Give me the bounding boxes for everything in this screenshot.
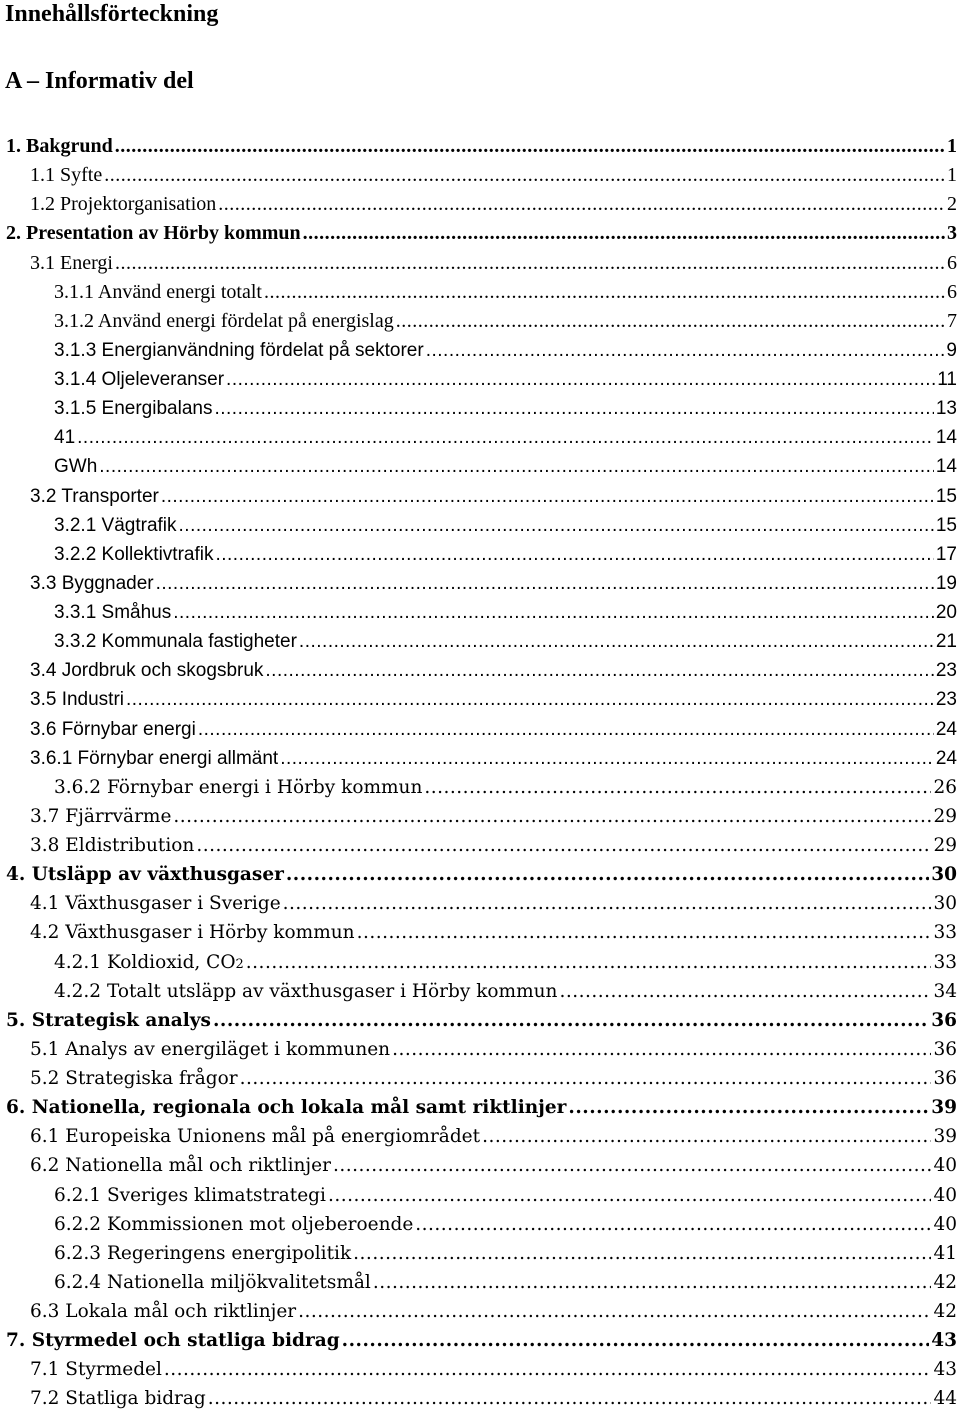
toc-page-number: 30 — [931, 864, 957, 886]
toc-entry-subscript: 2 — [235, 956, 244, 972]
toc-page-number: 19 — [935, 572, 957, 594]
toc-dot-leader — [373, 1268, 932, 1297]
toc-dot-leader — [286, 860, 929, 889]
toc-entry[interactable] — [0, 744, 960, 773]
toc-dot-leader — [99, 452, 934, 481]
toc-dot-leader — [424, 773, 931, 802]
toc-page-number: 43 — [931, 1330, 957, 1352]
toc-dot-leader — [265, 656, 933, 685]
toc-page-number: 36 — [933, 1068, 957, 1089]
toc-dot-leader — [115, 132, 945, 161]
toc-entry[interactable] — [0, 1035, 960, 1064]
toc-entry-title: 3.6 Förnybar energi — [30, 718, 196, 740]
toc-entry-title: 6.2.4 Nationella miljökvalitetsmål — [54, 1271, 371, 1293]
toc-entry[interactable] — [0, 278, 960, 307]
toc-entry[interactable] — [0, 1326, 960, 1355]
toc-page-number: 13 — [935, 398, 957, 420]
toc-entry-title: 3.3 Byggnader — [30, 572, 154, 594]
toc-dot-leader — [568, 1093, 929, 1122]
toc-dot-leader — [164, 1355, 932, 1384]
toc-dot-leader — [198, 715, 934, 744]
toc-dot-leader — [264, 278, 945, 307]
toc-dot-leader — [559, 977, 931, 1006]
toc-entry-title: 3.2.1 Vägtrafik — [54, 514, 177, 536]
toc-page-number: 6 — [947, 251, 957, 274]
toc-page-number: 34 — [933, 980, 957, 1002]
toc-dot-leader — [482, 1122, 931, 1151]
toc-entry[interactable] — [0, 1268, 960, 1297]
toc-page-number: 17 — [935, 543, 957, 565]
toc-entry[interactable] — [0, 219, 960, 248]
toc-entry[interactable] — [0, 511, 960, 540]
toc-page-number: 33 — [933, 922, 957, 944]
toc-dot-leader — [342, 1326, 930, 1355]
toc-entry[interactable] — [0, 365, 960, 394]
toc-page-number: 2 — [947, 193, 957, 216]
toc-entry-title: 4.1 Växthusgaser i Sverige — [30, 893, 281, 915]
toc-entry-title: 3.1 Energi — [30, 251, 113, 274]
toc-page-number: 23 — [935, 660, 957, 682]
toc-entry[interactable] — [0, 918, 960, 947]
toc-dot-leader — [226, 365, 935, 394]
toc-entry[interactable] — [0, 336, 960, 365]
toc-entry[interactable] — [0, 1210, 960, 1239]
toc-page-number: 21 — [935, 631, 957, 653]
toc-entry[interactable] — [0, 394, 960, 423]
toc-dot-leader — [299, 627, 934, 656]
toc-entry[interactable] — [0, 249, 960, 278]
toc-entry[interactable] — [0, 569, 960, 598]
toc-entry[interactable] — [0, 977, 960, 1006]
toc-page-number: 33 — [933, 951, 957, 973]
toc-page-number: 40 — [933, 1155, 957, 1177]
toc-entry[interactable] — [0, 307, 960, 336]
toc-entry[interactable] — [0, 948, 960, 977]
toc-page-number: 36 — [933, 1038, 957, 1060]
toc-entry[interactable] — [0, 1093, 960, 1122]
toc-entry[interactable] — [0, 190, 960, 219]
toc-dot-leader — [196, 831, 931, 860]
toc-entry-title: 3.1.1 Använd energi totalt — [54, 280, 262, 303]
toc-entry-title: 3.7 Fjärrvärme — [30, 805, 172, 827]
toc-entry-title: 3.3.2 Kommunala fastigheter — [54, 631, 297, 653]
toc-dot-leader — [104, 161, 945, 190]
toc-entry-title: 3.5 Industri — [30, 689, 124, 711]
toc-entry-title: 3.3.1 Småhus — [54, 602, 172, 623]
toc-entry-title: 6.2.2 Kommissionen mot oljeberoende — [54, 1213, 414, 1235]
toc-entry-title: 5. Strategisk analys — [6, 1009, 211, 1031]
toc-entry[interactable] — [0, 540, 960, 569]
toc-dot-leader — [179, 511, 934, 540]
toc-entry[interactable] — [0, 860, 960, 889]
toc-dot-leader — [115, 249, 945, 278]
toc-entry[interactable] — [0, 161, 960, 190]
toc-dot-leader — [173, 598, 934, 627]
toc-entry-title: 41 — [54, 427, 76, 449]
table-of-contents — [0, 132, 960, 1414]
toc-entry-title: 3.1.2 Använd energi fördelat på energislag — [54, 309, 394, 332]
toc-entry-title: 5.1 Analys av energiläget i kommunen — [30, 1038, 391, 1060]
toc-entry[interactable] — [0, 773, 960, 802]
toc-dot-leader — [218, 190, 945, 219]
toc-entry-title: 4.2 Växthusgaser i Hörby kommun — [30, 922, 355, 944]
toc-entry-title: 7. Styrmedel och statliga bidrag — [6, 1330, 340, 1352]
toc-entry-title: 1. Bakgrund — [6, 135, 113, 157]
toc-entry[interactable] — [0, 132, 960, 161]
toc-page-number: 15 — [935, 485, 957, 507]
page-title: Innehållsförteckning — [5, 1, 219, 27]
toc-page-number: 26 — [933, 776, 957, 798]
toc-entry-title: GWh — [54, 456, 98, 478]
toc-page-number: 40 — [933, 1184, 957, 1206]
toc-entry-title: 4. Utsläpp av växthusgaser — [6, 864, 284, 886]
toc-entry-title: 5.2 Strategiska frågor — [30, 1068, 238, 1089]
toc-entry[interactable] — [0, 715, 960, 744]
toc-page-number: 9 — [946, 339, 957, 361]
toc-dot-leader — [298, 1297, 931, 1326]
toc-entry-title: 7.1 Styrmedel — [30, 1359, 162, 1381]
toc-entry-title: 4.2.2 Totalt utsläpp av växthusgaser i Hörby kommun — [54, 980, 558, 1002]
toc-entry-title: 3.8 Eldistribution — [30, 835, 195, 856]
toc-dot-leader — [280, 744, 934, 773]
toc-page-number: 6 — [947, 280, 957, 303]
toc-dot-leader — [303, 219, 945, 248]
toc-entry[interactable] — [0, 1064, 960, 1093]
toc-page-number: 42 — [933, 1301, 957, 1322]
part-title: A – Informativ del — [5, 68, 194, 94]
toc-entry[interactable] — [0, 1122, 960, 1151]
toc-page-number: 1 — [947, 135, 957, 157]
toc-entry-title: 6.2.3 Regeringens energipolitik — [54, 1242, 352, 1264]
toc-entry[interactable] — [0, 802, 960, 831]
toc-entry[interactable] — [0, 452, 960, 481]
toc-entry-title: 3.1.4 Oljeleveranser — [54, 369, 225, 390]
toc-dot-leader — [161, 482, 934, 511]
toc-entry-title: 3.1.5 Energibalans — [54, 398, 213, 420]
toc-dot-leader — [208, 1384, 932, 1413]
toc-page-number: 43 — [933, 1359, 957, 1381]
toc-dot-leader — [357, 918, 932, 947]
toc-entry-title: 3.1.3 Energianvändning fördelat på sektorer — [54, 339, 424, 361]
toc-dot-leader — [213, 1006, 929, 1035]
toc-entry-title: 1.2 Projektorganisation — [30, 193, 217, 216]
toc-entry[interactable] — [0, 423, 960, 452]
toc-entry-title: 3.6.2 Förnybar energi i Hörby kommun — [54, 776, 423, 798]
toc-page-number: 14 — [935, 427, 957, 449]
toc-entry-title: 6.1 Europeiska Unionens mål på energiområdet — [30, 1126, 481, 1148]
toc-dot-leader — [415, 1210, 931, 1239]
toc-entry-title: 7.2 Statliga bidrag — [30, 1388, 206, 1410]
toc-page-number: 40 — [933, 1213, 957, 1235]
toc-entry-title: 6.3 Lokala mål och riktlinjer — [30, 1301, 297, 1322]
toc-entry[interactable] — [0, 1239, 960, 1268]
toc-dot-leader — [215, 540, 933, 569]
toc-dot-leader — [173, 802, 931, 831]
toc-page-number: 3 — [947, 222, 957, 245]
toc-dot-leader — [392, 1035, 931, 1064]
toc-dot-leader — [240, 1064, 932, 1093]
toc-entry[interactable] — [0, 1006, 960, 1035]
toc-entry-title: 6.2.1 Sveriges klimatstrategi — [54, 1184, 326, 1206]
toc-dot-leader — [353, 1239, 931, 1268]
toc-dot-leader — [246, 948, 932, 977]
toc-page-number: 1 — [947, 164, 957, 187]
toc-dot-leader — [283, 889, 932, 918]
toc-entry-title: 1.1 Syfte — [30, 164, 103, 187]
toc-dot-leader — [126, 685, 934, 714]
toc-dot-leader — [156, 569, 934, 598]
toc-dot-leader — [396, 307, 945, 336]
toc-page-number: 23 — [935, 689, 957, 711]
toc-entry[interactable] — [0, 1151, 960, 1180]
toc-entry[interactable] — [0, 889, 960, 918]
toc-entry-title: 4.2.1 Koldioxid, CO — [54, 951, 236, 973]
toc-entry[interactable] — [0, 598, 960, 627]
toc-entry[interactable] — [0, 482, 960, 511]
toc-entry-title: 6.2 Nationella mål och riktlinjer — [30, 1155, 331, 1177]
toc-dot-leader — [426, 336, 945, 365]
toc-entry[interactable] — [0, 627, 960, 656]
toc-entry[interactable] — [0, 656, 960, 685]
toc-page-number: 39 — [933, 1126, 957, 1148]
toc-page-number: 14 — [935, 456, 957, 478]
toc-page-number: 24 — [935, 747, 957, 769]
toc-dot-leader — [328, 1181, 932, 1210]
toc-entry[interactable] — [0, 831, 960, 860]
toc-entry-title: 2. Presentation av Hörby kommun — [6, 222, 301, 245]
toc-entry-title: 6. Nationella, regionala och lokala mål samt riktlinjer — [6, 1097, 567, 1119]
toc-dot-leader — [214, 394, 933, 423]
toc-entry[interactable] — [0, 1297, 960, 1326]
toc-entry-title: 3.2 Transporter — [30, 485, 159, 507]
toc-page-number: 11 — [937, 369, 957, 390]
toc-page-number: 44 — [933, 1388, 957, 1410]
toc-entry[interactable] — [0, 1355, 960, 1384]
toc-page-number: 7 — [947, 309, 957, 332]
toc-entry-title: 3.4 Jordbruk och skogsbruk — [30, 660, 264, 682]
toc-page-number: 24 — [935, 718, 957, 740]
toc-page-number: 42 — [933, 1271, 957, 1293]
toc-entry[interactable] — [0, 1384, 960, 1413]
toc-entry[interactable] — [0, 685, 960, 714]
toc-dot-leader — [77, 423, 934, 452]
toc-entry-title: 3.6.1 Förnybar energi allmänt — [30, 747, 279, 769]
toc-page-number: 29 — [933, 835, 957, 856]
toc-page-number: 29 — [933, 805, 957, 827]
toc-page-number: 20 — [935, 602, 957, 623]
toc-dot-leader — [333, 1151, 931, 1180]
toc-page-number: 15 — [935, 514, 957, 536]
toc-entry[interactable] — [0, 1181, 960, 1210]
toc-page-number: 41 — [933, 1242, 957, 1264]
toc-page-number: 39 — [931, 1097, 957, 1119]
toc-page-number: 30 — [933, 893, 957, 915]
toc-page-number: 36 — [931, 1009, 957, 1031]
toc-entry-title: 3.2.2 Kollektivtrafik — [54, 543, 214, 565]
